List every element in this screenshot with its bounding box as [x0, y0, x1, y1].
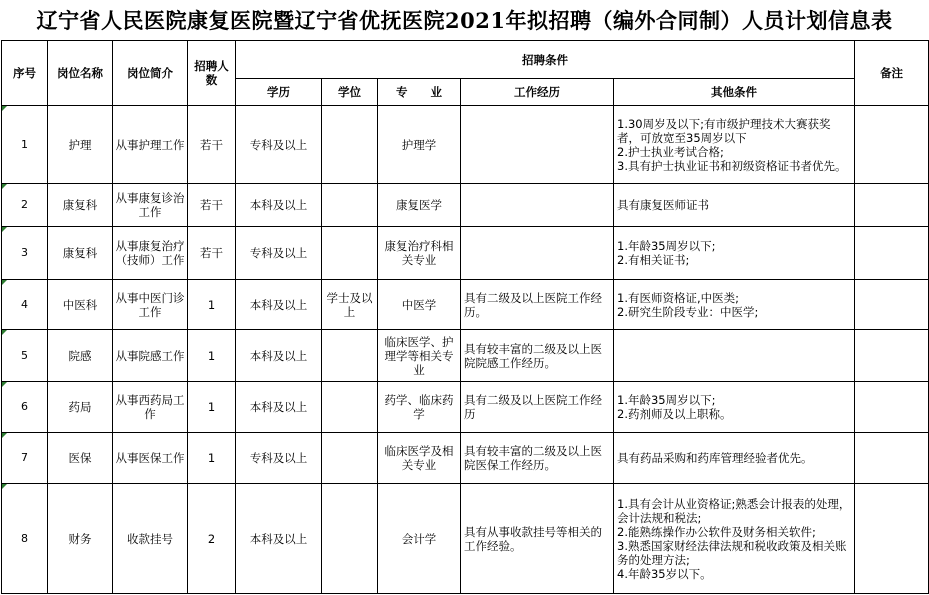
cell-degree: 学士及以上: [322, 280, 378, 330]
cell-count: 1: [188, 433, 236, 484]
cell-seq: 5: [2, 330, 48, 382]
cell-other: [614, 280, 855, 330]
cell-remark: [855, 433, 929, 484]
condition-line: 4.年龄35岁以下。: [617, 566, 712, 581]
cell-other: [614, 227, 855, 280]
cell-other: [614, 330, 855, 382]
cell-intro: 从事医保工作: [113, 433, 188, 484]
header-experience: 工作经历: [461, 79, 614, 106]
cell-seq: 2: [2, 184, 48, 227]
cell-experience: [461, 106, 614, 184]
cell-experience: [461, 184, 614, 227]
cell-education: 专科及以上: [236, 433, 322, 484]
cell-count: 若干: [188, 184, 236, 227]
cell-remark: [855, 280, 929, 330]
cell-education: 专科及以上: [236, 106, 322, 184]
header-education: 学历: [236, 79, 322, 106]
cell-remark: [855, 484, 929, 594]
condition-line: 1.有医师资格证,中医类;: [617, 290, 740, 305]
cell-remark: [855, 382, 929, 433]
header-position: 岗位名称: [48, 41, 113, 106]
cell-degree: [322, 184, 378, 227]
condition-line: 1.具有会计从业资格证;熟悉会计报表的处理，会计法规和税法;: [617, 496, 851, 525]
cell-intro: 收款挂号: [113, 484, 188, 594]
condition-line: 具有药品采购和药库管理经验者优先。: [617, 451, 813, 465]
table-row: [2, 184, 929, 227]
cell-position: 中医科: [48, 280, 113, 330]
cell-count: 2: [188, 484, 236, 594]
cell-position: 院感: [48, 330, 113, 382]
condition-line: 具有康复医师证书: [617, 198, 709, 212]
cell-other: [614, 484, 855, 594]
header-intro: 岗位简介: [113, 41, 188, 106]
cell-major: 临床医学及相关专业: [378, 433, 461, 484]
header-major: 专 业: [378, 79, 461, 106]
cell-position: 康复科: [48, 184, 113, 227]
cell-remark: [855, 106, 929, 184]
cell-intro: 从事康复诊治工作: [113, 184, 188, 227]
cell-education: 专科及以上: [236, 227, 322, 280]
cell-seq: 8: [2, 484, 48, 594]
cell-intro: 从事中医门诊工作: [113, 280, 188, 330]
cell-major: 康复医学: [378, 184, 461, 227]
cell-intro: 从事院感工作: [113, 330, 188, 382]
condition-line: 2.护士执业考试合格;: [617, 144, 724, 159]
cell-intro: 从事康复治疗（技师）工作: [113, 227, 188, 280]
cell-major: 药学、临床药学: [378, 382, 461, 433]
table-row: [2, 227, 929, 280]
cell-education: 本科及以上: [236, 184, 322, 227]
cell-seq: 1: [2, 106, 48, 184]
condition-line: 3.具有护士执业证书和初级资格证书者优先。: [617, 158, 847, 173]
header-remark: 备注: [855, 41, 929, 106]
cell-intro: 从事护理工作: [113, 106, 188, 184]
recruitment-table: [1, 40, 929, 594]
cell-count: 1: [188, 382, 236, 433]
cell-seq: 6: [2, 382, 48, 433]
page-title: 辽宁省人民医院康复医院暨辽宁省优抚医院2021年拟招聘（编外合同制）人员计划信息表: [36, 8, 893, 33]
cell-position: 康复科: [48, 227, 113, 280]
condition-line: 1.30周岁及以下;有市级护理技术大赛获奖者，可放宽至35周岁以下: [617, 116, 831, 145]
cell-degree: [322, 227, 378, 280]
cell-degree: [322, 433, 378, 484]
cell-seq: 7: [2, 433, 48, 484]
cell-position: 医保: [48, 433, 113, 484]
cell-education: 本科及以上: [236, 484, 322, 594]
cell-experience: 具有较丰富的二级及以上医院院感工作经历。: [461, 330, 614, 382]
condition-line: 2.能熟练操作办公软件及财务相关软件;: [617, 524, 816, 539]
condition-line: 2.有相关证书;: [617, 253, 690, 267]
header-seq: 序号: [2, 41, 48, 106]
cell-remark: [855, 227, 929, 280]
cell-position: 药局: [48, 382, 113, 433]
table-row: [2, 382, 929, 433]
cell-other: [614, 382, 855, 433]
condition-line: 3.熟悉国家财经法律法规和税收政策及相关账务的处理方法;: [617, 538, 847, 567]
cell-seq: 4: [2, 280, 48, 330]
header-count: 招聘人数: [188, 41, 236, 106]
cell-experience: 具有从事收款挂号等相关的工作经验。: [461, 484, 614, 594]
cell-experience: 具有二级及以上医院工作经历。: [461, 280, 614, 330]
cell-major: 中医学: [378, 280, 461, 330]
cell-remark: [855, 330, 929, 382]
condition-line: 2.药剂师及以上职称。: [617, 407, 732, 421]
cell-count: 若干: [188, 227, 236, 280]
cell-count: 1: [188, 280, 236, 330]
cell-education: 本科及以上: [236, 280, 322, 330]
header-degree: 学位: [322, 79, 378, 106]
cell-major: 康复治疗科相关专业: [378, 227, 461, 280]
cell-experience: 具有二级及以上医院工作经历: [461, 382, 614, 433]
cell-degree: [322, 382, 378, 433]
cell-count: 1: [188, 330, 236, 382]
cell-experience: 具有较丰富的二级及以上医院医保工作经历。: [461, 433, 614, 484]
cell-count: 若干: [188, 106, 236, 184]
cell-major: 临床医学、护理学等相关专业: [378, 330, 461, 382]
header-other: 其他条件: [614, 79, 855, 106]
table-row: [2, 433, 929, 484]
cell-other: [614, 184, 855, 227]
table-row: [2, 106, 929, 184]
cell-other: [614, 433, 855, 484]
condition-line: 2.研究生阶段专业：中医学;: [617, 304, 759, 319]
cell-remark: [855, 184, 929, 227]
cell-experience: [461, 227, 614, 280]
cell-education: 本科及以上: [236, 330, 322, 382]
cell-intro: 从事西药局工作: [113, 382, 188, 433]
cell-other: [614, 106, 855, 184]
cell-degree: [322, 106, 378, 184]
cell-degree: [322, 484, 378, 594]
condition-line: 1.年龄35周岁以下;: [617, 239, 716, 253]
table-row: [2, 280, 929, 330]
table-row: [2, 484, 929, 594]
cell-position: 财务: [48, 484, 113, 594]
cell-seq: 3: [2, 227, 48, 280]
cell-education: 本科及以上: [236, 382, 322, 433]
cell-major: 会计学: [378, 484, 461, 594]
cell-position: 护理: [48, 106, 113, 184]
header-conditions: 招聘条件: [236, 41, 855, 79]
cell-degree: [322, 330, 378, 382]
condition-line: 1.年龄35周岁以下;: [617, 393, 716, 407]
cell-major: 护理学: [378, 106, 461, 184]
table-row: [2, 330, 929, 382]
